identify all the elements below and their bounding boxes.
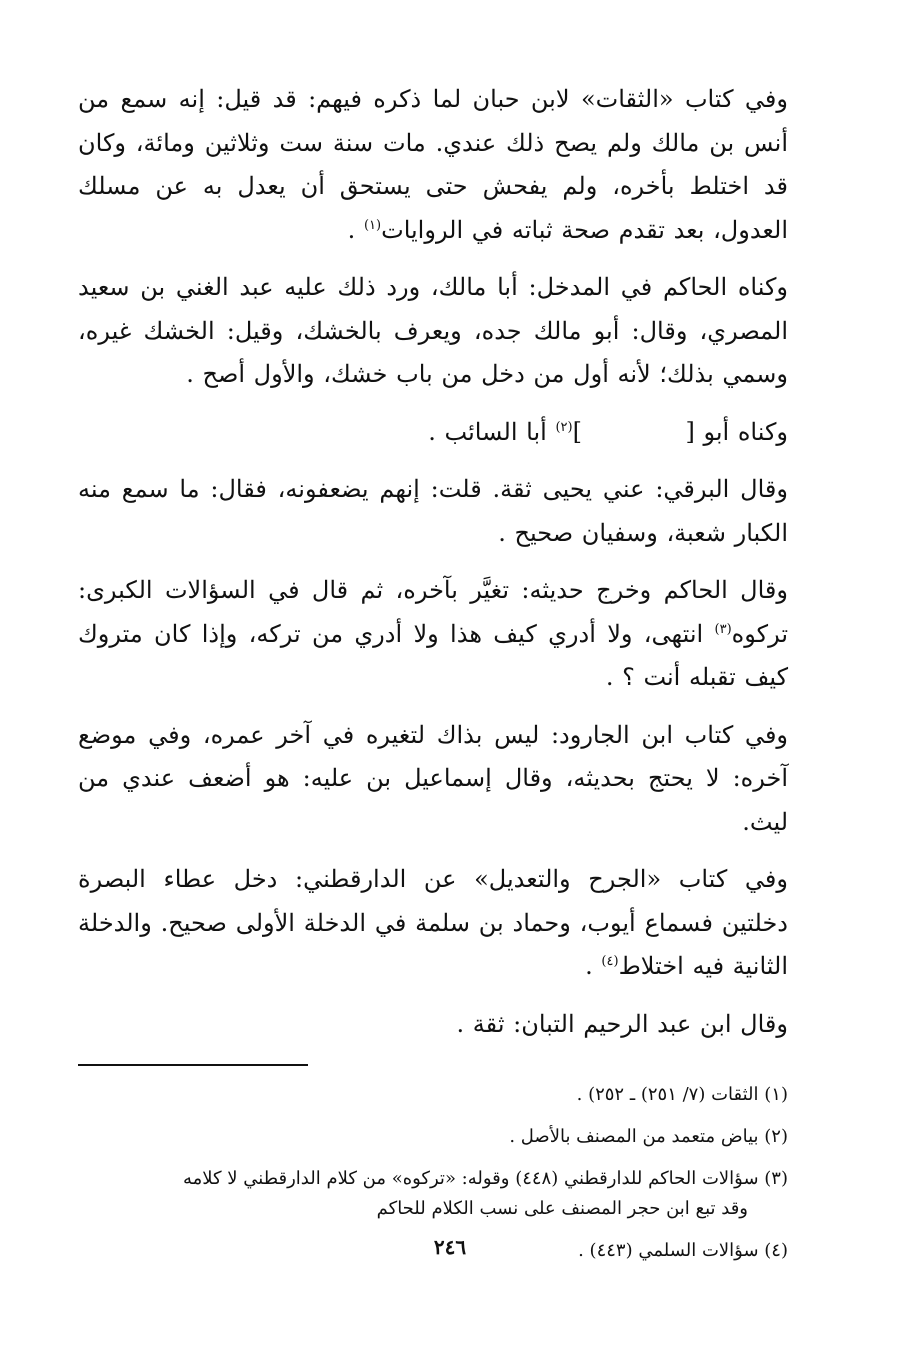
footnote-3-line-2: وقد تبع ابن حجر المصنف على نسب الكلام للحاكم [376, 1198, 748, 1219]
paragraph-text: وقال ابن عبد الرحيم التبان: ثقة . [456, 1009, 788, 1038]
footnote-marker: (١) [363, 217, 382, 233]
paragraph-5 [78, 569, 788, 700]
paragraph-3 [78, 411, 788, 455]
footnote-marker: (٤) [601, 954, 619, 969]
paragraph-7 [78, 858, 788, 989]
footnote-4: (٤) سؤالات السلمي (٤٤٣) . [578, 1240, 788, 1261]
footnote-divider [78, 1064, 308, 1066]
paragraph-text: وفي كتاب «الجرح والتعديل» عن الدارقطني: دخل عطاء البصرة دخلتين فسماع أيوب، وحماد بن سلمة في الدخلة الأولى صحيح. والدخلة الثانية فيه اختلاط [78, 865, 788, 980]
paragraph-text: وفي كتاب ابن الجارود: ليس بذاك لتغيره في آخر عمره، وفي موضع آخره: لا يحتج بحديثه، وقال إسماعيل بن عليه: هو أضعف عندي من ليث. [78, 720, 789, 836]
footnote-marker: (٣) [714, 621, 732, 637]
page-number: ٢٤٦ [433, 1235, 467, 1259]
paragraph-1 [78, 78, 788, 252]
paragraph-text: وفي كتاب «الثقات» لابن حبان لما ذكره فيهم: قد قيل: إنه سمع من أنس بن مالك ولم يصح ذلك عندي. مات سنة ست وثلاثين ومائة، وكان قد اختلط بأخره، ولم يفحش حتى يستحق أن يعدل به عن مسلك العدول، بعد تقدم صحة ثباته في الروايات [78, 85, 788, 244]
footnote-3-line-1: (٣) سؤالات الحاكم للدارقطني (٤٤٨) وقوله: «تركوه» من كلام الدارقطني لا كلامه [182, 1168, 788, 1189]
paragraph-text: وكناه أبو [ ] [572, 417, 788, 446]
footnote-marker: (٢) [555, 419, 573, 435]
paragraph-text: وقال البرقي: عني يحيى ثقة. قلت: إنهم يضعفونه، فقال: ما سمع منه الكبار شعبة، وسفيان صحيح . [78, 475, 788, 547]
paragraph-2 [78, 266, 788, 397]
footnote-1: (١) الثقات (٧/ ٢٥١) ـ ٢٥٢) . [576, 1084, 788, 1105]
paragraph-4 [78, 468, 788, 555]
paragraph-tail: أبا السائب . [428, 417, 547, 446]
document-page [78, 78, 788, 1348]
paragraph-tail: انتهى، ولا أدري كيف هذا ولا أدري من تركه، وإذا كان متروك كيف تقبله أنت ؟ . [78, 619, 788, 691]
footnote-3 [78, 1164, 788, 1224]
paragraph-6 [78, 714, 788, 845]
paragraph-text: وكناه الحاكم في المدخل: أبا مالك، ورد ذلك عليه عبد الغني بن سعيد المصري، وقال: أبو مالك جده، ويعرف بالخشك، وقيل: الخشك غيره، وسمي بذلك؛ لأنه أول من دخل من باب خشك، والأول أصح . [78, 273, 788, 388]
paragraph-8 [78, 1003, 788, 1047]
paragraph-text: وقال الحاكم وخرج حديثه: تغيَّر بآخره، ثم قال في السؤالات الكبرى: تركوه [78, 576, 788, 648]
paragraph-tail: . [347, 215, 356, 244]
footnote-2: (٢) بياض متعمد من المصنف بالأصل . [509, 1126, 788, 1147]
paragraph-tail: . [585, 952, 593, 980]
